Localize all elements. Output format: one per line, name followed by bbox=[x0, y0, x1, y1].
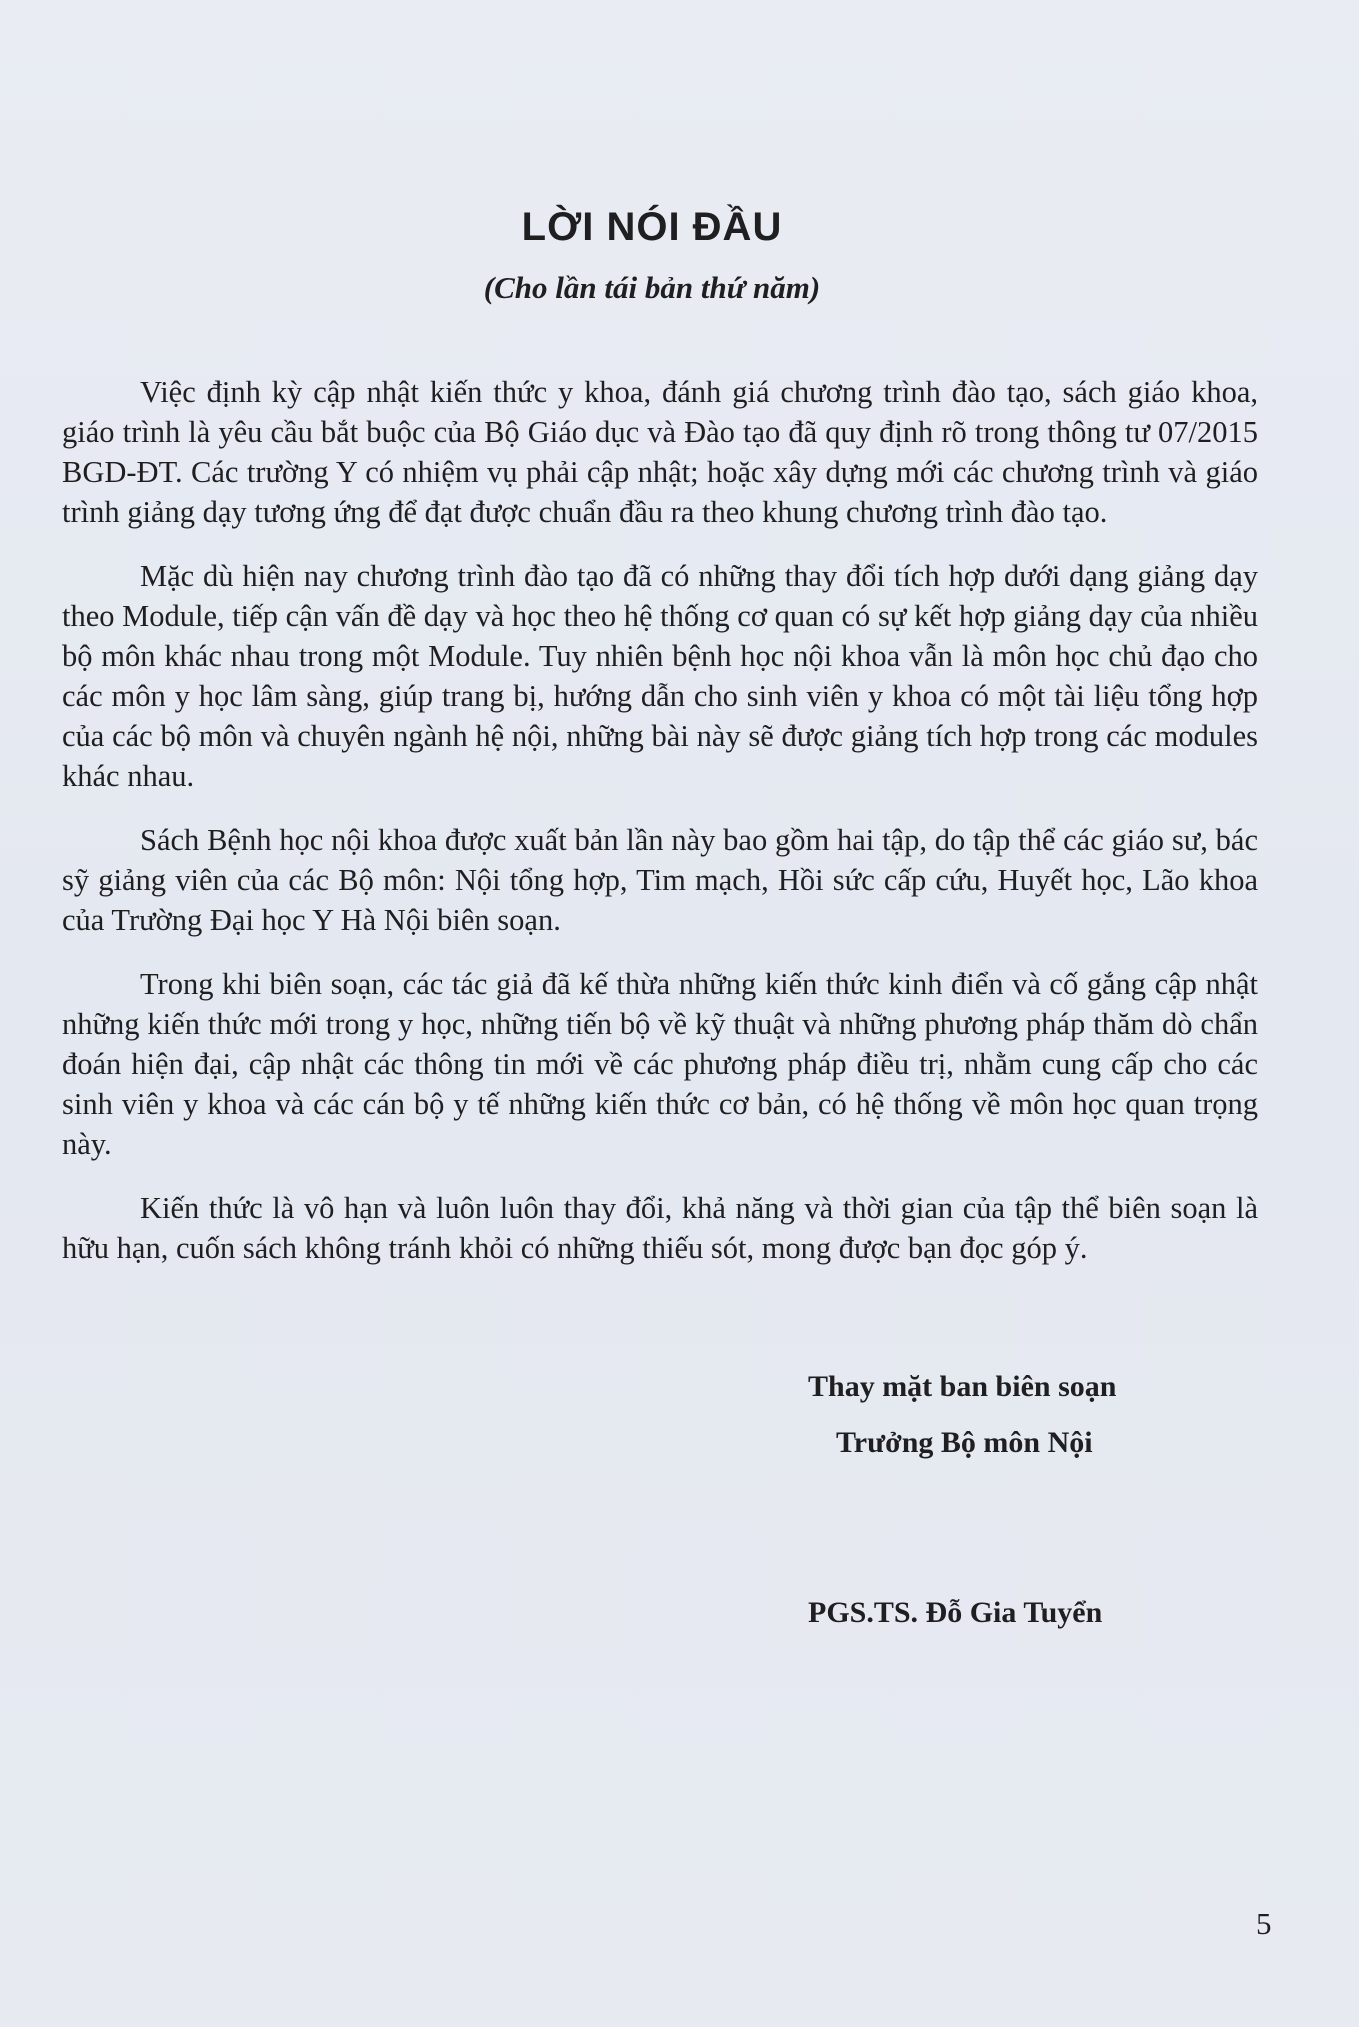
signature-role: Thay mặt ban biên soạn bbox=[808, 1370, 1117, 1403]
body-text bbox=[62, 372, 1258, 1292]
paragraph: Việc định kỳ cập nhật kiến thức y khoa, đánh giá chương trình đào tạo, sách giáo khoa, giáo trình là yêu cầu bắt buộc của Bộ Giáo dục và Đào tạo đã quy định rõ trong thông tư 07/2015 BGD-ĐT. Các trường Y có nhiệm vụ phải cập nhật; hoặc xây dựng mới các chương trình và giáo trình giảng dạy tương ứng để đạt được chuẩn đầu ra theo khung chương trình đào tạo. bbox=[62, 375, 1258, 529]
paragraph: Trong khi biên soạn, các tác giả đã kế thừa những kiến thức kinh điển và cố gắng cập nhật những kiến thức mới trong y học, những tiến bộ về kỹ thuật và những phương pháp thăm dò chẩn đoán hiện đại, cập nhật các thông tin mới về các phương pháp điều trị, nhằm cung cấp cho các sinh viên y khoa và các cán bộ y tế những kiến thức cơ bản, có hệ thống về môn học quan trọng này. bbox=[62, 967, 1258, 1161]
page-subtitle: (Cho lần tái bản thứ năm) bbox=[483, 270, 821, 305]
paragraph: Sách Bệnh học nội khoa được xuất bản lần này bao gồm hai tập, do tập thể các giáo sư, bác sỹ giảng viên của các Bộ môn: Nội tổng hợp, Tim mạch, Hồi sức cấp cứu, Huyết học, Lão khoa của Trường Đại học Y Hà Nội biên soạn. bbox=[62, 823, 1258, 937]
signature-name: PGS.TS. Đỗ Gia Tuyển bbox=[808, 1596, 1103, 1629]
page-title: LỜI NÓI ĐẦU bbox=[521, 205, 783, 249]
signature-department: Trưởng Bộ môn Nội bbox=[836, 1426, 1093, 1459]
page-number: 5 bbox=[1256, 1906, 1272, 1941]
paragraph: Kiến thức là vô hạn và luôn luôn thay đổi, khả năng và thời gian của tập thể biên soạn là hữu hạn, cuốn sách không tránh khỏi có những thiếu sót, mong được bạn đọc góp ý. bbox=[62, 1191, 1258, 1265]
paragraph: Mặc dù hiện nay chương trình đào tạo đã có những thay đổi tích hợp dưới dạng giảng dạy theo Module, tiếp cận vấn đề dạy và học theo hệ thống cơ quan có sự kết hợp giảng dạy của nhiều bộ môn khác nhau trong một Module. Tuy nhiên bệnh học nội khoa vẫn là môn học chủ đạo cho các môn y học lâm sàng, giúp trang bị, hướng dẫn cho sinh viên y khoa có một tài liệu tổng hợp của các bộ môn và chuyên ngành hệ nội, những bài này sẽ được giảng tích hợp trong các modules khác nhau. bbox=[62, 559, 1258, 793]
